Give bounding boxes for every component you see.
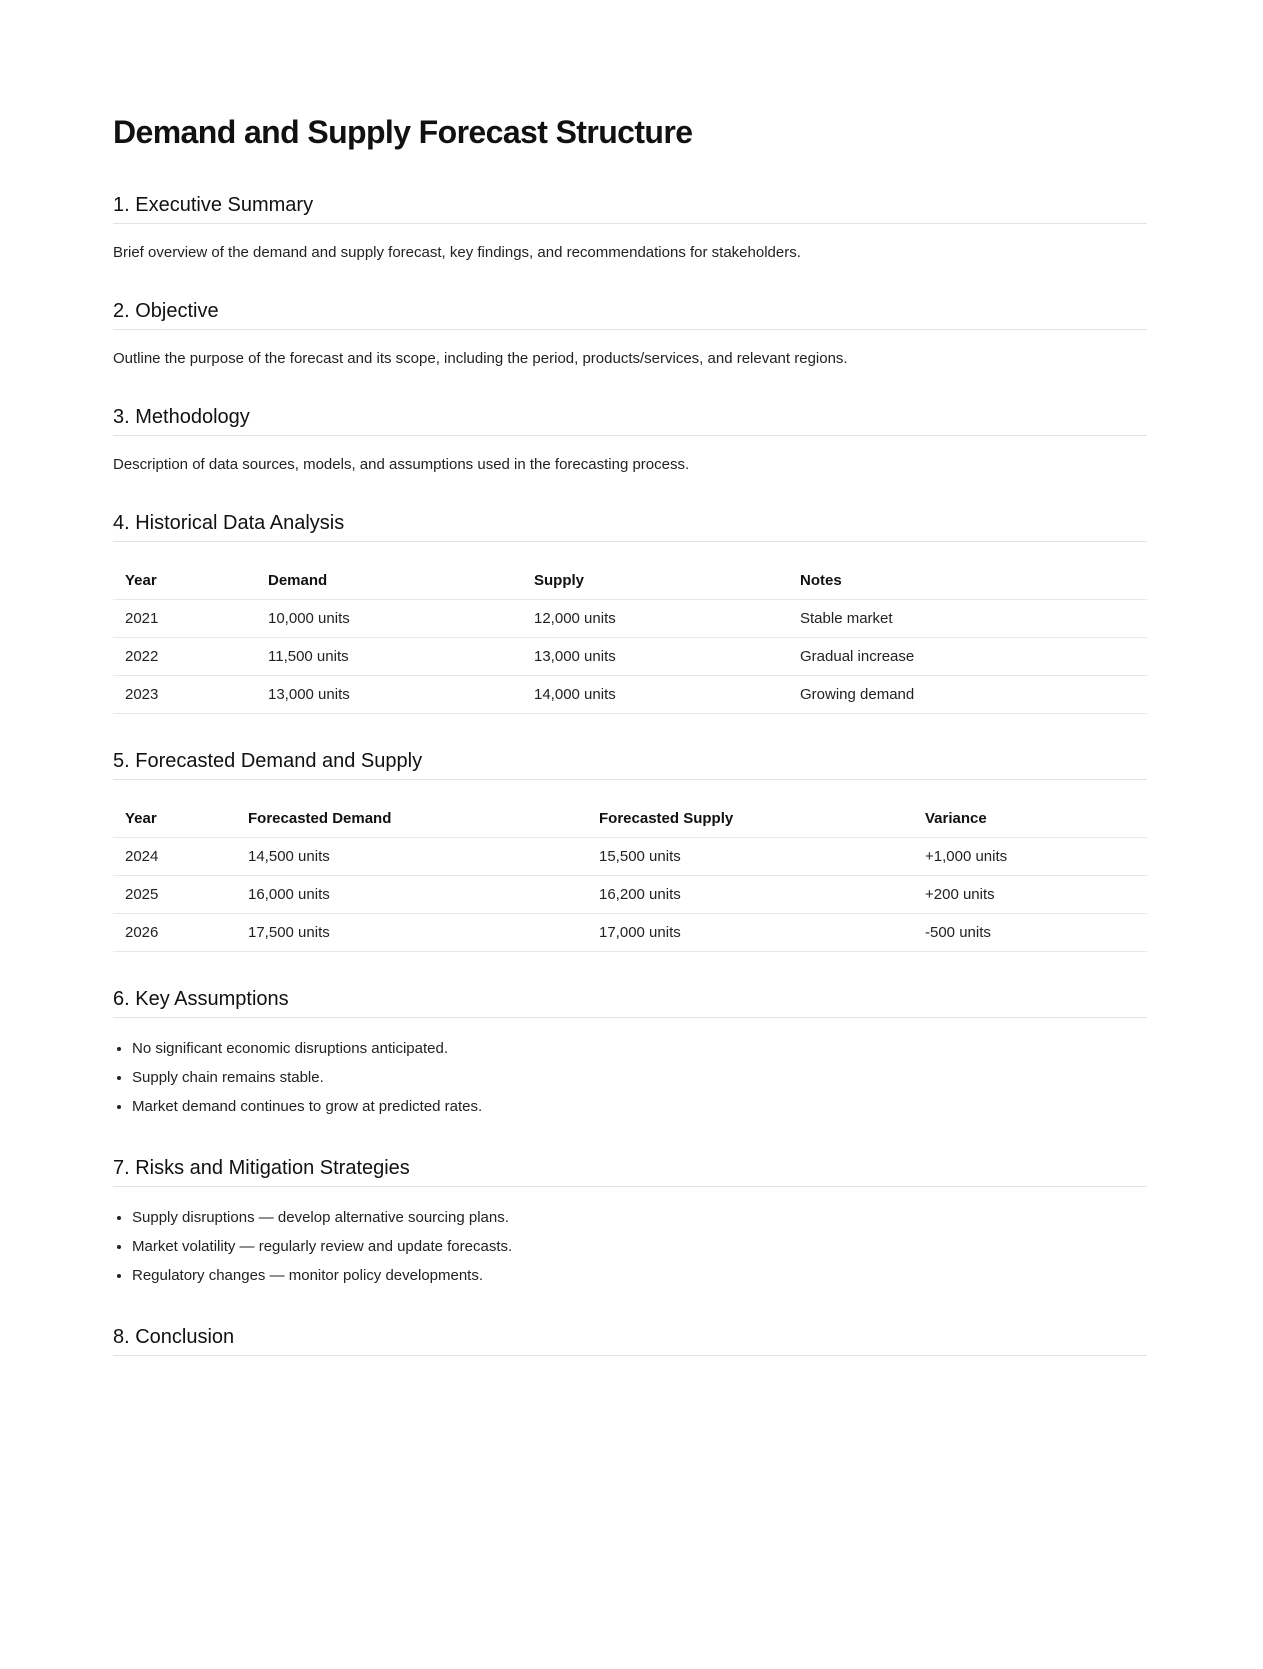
section-text: Description of data sources, models, and assumptions used in the forecasting process. — [113, 456, 690, 473]
column-header: Year — [113, 800, 236, 838]
section-heading: 1. Executive Summary — [113, 190, 1147, 224]
section-risks — [113, 1153, 1147, 1290]
section-heading: 5. Forecasted Demand and Supply — [113, 746, 1147, 780]
assumptions-list — [113, 1034, 1147, 1121]
section-historical-data — [113, 508, 1147, 714]
table-cell: 15,500 units — [587, 838, 913, 876]
table-cell: 2025 — [113, 876, 236, 914]
page-title: Demand and Supply Forecast Structure — [113, 114, 693, 150]
list-item: • Regulatory changes — monitor policy developments. — [132, 1261, 1147, 1290]
table-cell: 2023 — [113, 676, 256, 714]
section-heading: 2. Objective — [113, 296, 1147, 330]
table-cell: 17,500 units — [236, 914, 587, 952]
list-item: • Market demand continues to grow at predicted rates. — [132, 1092, 1147, 1121]
table-row — [113, 600, 1147, 638]
section-conclusion — [113, 1322, 1147, 1356]
column-header: Forecasted Supply — [587, 800, 913, 838]
table-row — [113, 838, 1147, 876]
table-header-row — [113, 562, 1147, 600]
table-cell: 13,000 units — [522, 638, 788, 676]
table-cell: 2021 — [113, 600, 256, 638]
table-cell: 2022 — [113, 638, 256, 676]
column-header: Supply — [522, 562, 788, 600]
forecast-table — [113, 800, 1147, 952]
table-cell: Gradual increase — [788, 638, 1147, 676]
section-forecast — [113, 746, 1147, 952]
table-row — [113, 876, 1147, 914]
list-item: • Market volatility — regularly review and update forecasts. — [132, 1232, 1147, 1261]
column-header: Notes — [788, 562, 1147, 600]
table-row — [113, 676, 1147, 714]
table-cell: 11,500 units — [256, 638, 522, 676]
section-heading: 7. Risks and Mitigation Strategies — [113, 1153, 1147, 1187]
table-header-row — [113, 800, 1147, 838]
document — [113, 0, 1147, 1356]
table-cell: 10,000 units — [256, 600, 522, 638]
table-cell: 14,500 units — [236, 838, 587, 876]
section-key-assumptions — [113, 984, 1147, 1121]
section-heading: 4. Historical Data Analysis — [113, 508, 1147, 542]
column-header: Forecasted Demand — [236, 800, 587, 838]
historical-table — [113, 562, 1147, 714]
table-cell: +200 units — [913, 876, 1147, 914]
section-executive-summary — [113, 190, 1147, 264]
section-heading: 3. Methodology — [113, 402, 1147, 436]
section-heading: 8. Conclusion — [113, 1322, 1147, 1356]
table-cell: Stable market — [788, 600, 1147, 638]
column-header: Year — [113, 562, 256, 600]
column-header: Variance — [913, 800, 1147, 838]
section-text: Brief overview of the demand and supply forecast, key findings, and recommendations for stakeholders. — [113, 244, 801, 261]
table-cell: 16,000 units — [236, 876, 587, 914]
table-row — [113, 638, 1147, 676]
table-cell: 2026 — [113, 914, 236, 952]
table-cell: +1,000 units — [913, 838, 1147, 876]
table-cell: -500 units — [913, 914, 1147, 952]
section-heading: 6. Key Assumptions — [113, 984, 1147, 1018]
column-header: Demand — [256, 562, 522, 600]
section-objective — [113, 296, 1147, 370]
table-cell: 12,000 units — [522, 600, 788, 638]
list-item: • No significant economic disruptions anticipated. — [132, 1034, 1147, 1063]
table-cell: 16,200 units — [587, 876, 913, 914]
list-item: • Supply disruptions — develop alternative sourcing plans. — [132, 1203, 1147, 1232]
table-cell: 14,000 units — [522, 676, 788, 714]
list-item: • Supply chain remains stable. — [132, 1063, 1147, 1092]
table-cell: Growing demand — [788, 676, 1147, 714]
table-cell: 13,000 units — [256, 676, 522, 714]
table-row — [113, 914, 1147, 952]
table-cell: 17,000 units — [587, 914, 913, 952]
section-text: Outline the purpose of the forecast and its scope, including the period, products/services, and relevant regions. — [113, 350, 848, 367]
risks-list — [113, 1203, 1147, 1290]
section-methodology — [113, 402, 1147, 476]
table-cell: 2024 — [113, 838, 236, 876]
